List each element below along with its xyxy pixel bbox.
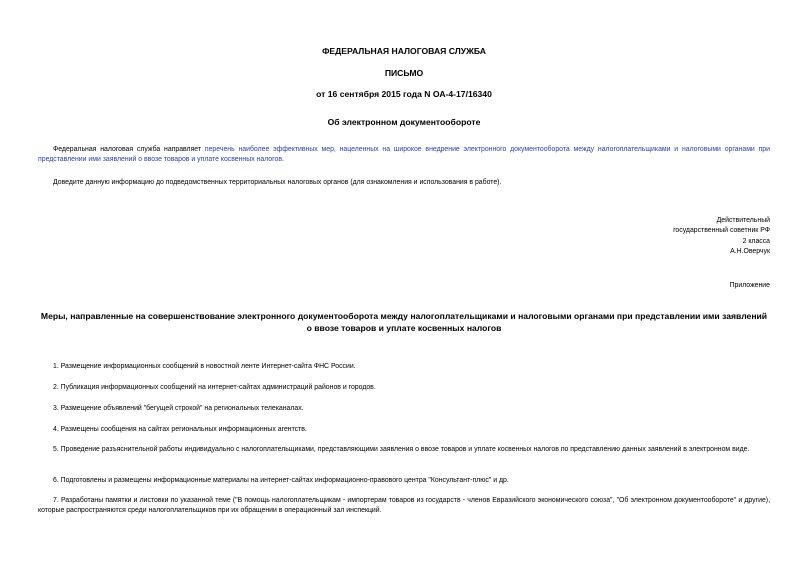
signature-rank-line: государственный советник РФ xyxy=(673,227,770,235)
agency-name: ФЕДЕРАЛЬНАЯ НАЛОГОВАЯ СЛУЖБА xyxy=(322,46,486,56)
signature-block xyxy=(673,216,770,258)
notice-paragraph: Доведите данную информацию до подведомственных территориальных налоговых органов (для ознакомления и использования в работе). xyxy=(53,179,502,186)
document-page xyxy=(38,0,770,571)
list-item: 4. Размещены сообщения на сайтах региональных информационных агентств. xyxy=(53,426,307,433)
intro-text-after: . xyxy=(281,156,284,164)
list-item: 5. Проведение разъяснительной работы индивидуально с налогоплательщиками, представляющими заявления о ввозе товаров и уплате косвенных налогов по представлению данных заявлений в электронном виде. xyxy=(53,446,750,453)
list-item: 7. Разработаны памятки и листовки по указанной теме ("В помощь налогоплательщикам - импортерам товаров из государств - членов Евразийского экономического союза", "Об электронном документообороте" и другие), которые распространяются среди налогоплательщиков при их обращении в операционный зал инспекций. xyxy=(38,497,770,515)
document-subject: Об электронном документообороте xyxy=(327,117,481,127)
signature-name: А.Н.Оверчук xyxy=(730,248,770,256)
list-item: 1. Размещение информационных сообщений в новостной ленте Интернет-сайта ФНС России. xyxy=(53,363,356,370)
appendix-label: Приложение xyxy=(729,282,770,289)
signature-class-line: 2 класса xyxy=(742,237,770,245)
list-item: 2. Публикация информационных сообщений на интернет-сайтах администраций районов и городов. xyxy=(53,384,376,391)
intro-paragraph xyxy=(38,145,770,166)
document-date-number: от 16 сентября 2015 года N ОА-4-17/16340 xyxy=(316,89,492,99)
measures-list-link[interactable]: перечень наиболее эффективных мер, нацеленных на широкое внедрение электронного документооборота между налогоплательщиками и налоговыми органами при представлении ими заявлений о ввозе товаров и уплате косвенных налогов xyxy=(38,146,770,164)
signature-title-line: Действительный xyxy=(716,217,770,224)
intro-text-before: Федеральная налоговая служба направляет xyxy=(53,146,205,153)
document-type: ПИСЬМО xyxy=(384,68,424,78)
measures-title: Меры, направленные на совершенствование электронного документооборота между налогоплательщиками и налоговыми органами при представлении ими заявлений о ввозе товаров и уплате косвенных налогов xyxy=(40,311,768,333)
list-item: 3. Размещение объявлений "бегущей строкой" на региональных телеканалах. xyxy=(53,405,304,412)
list-item: 6. Подготовлены и размещены информационные материалы на интернет-сайтах информационно-правового центра "Консультант-плюс" и др. xyxy=(53,477,509,484)
